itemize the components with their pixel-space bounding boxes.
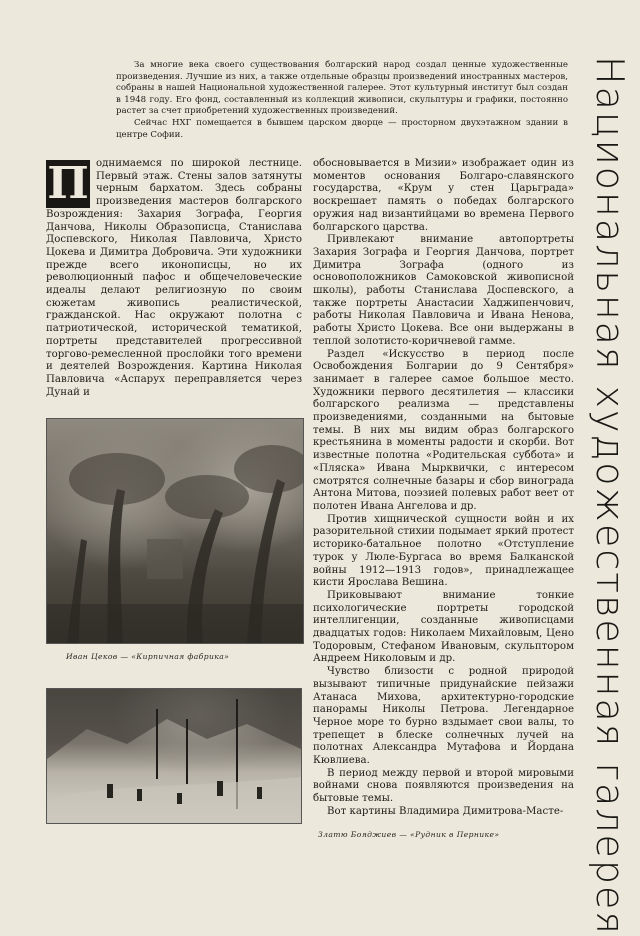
article-paragraph: однимаемся по широкой лестнице. Первый этаж. Стены залов затянуты черным бархатом. Здесь собраны произведения мастеров болгарского Возрождения: Захария Зографа, Георгия Данчова, Николы Образописца, Станислава Доспевского, Николая Павловича, Христо Цокева и Димитра Добровича. Эти художники прежде всего иконописцы, но их революционный пафос и общечеловеческие идеалы делают религиозную по своим сюжетам живопись реалистической, гражданской. Нас окружают полотна с патриотической, исторической тематикой, портреты представителей прогрессивной торгово-ремесленной прослойки того времени и деятелей Возрождения. Картина Николая Павловича «Аспарух переправляется через Дунай и (46, 158, 302, 398)
left-column (46, 158, 302, 399)
intro-paragraph: Сейчас НХГ помещается в бывшем царском дворце — просторном двухэтажном здании в центре Софии. (116, 117, 568, 140)
intro-paragraph: За многие века своего существования болгарский народ создал ценные художественные произведения. Лучшие из них, а также отдельные образцы произведений иностранных мастеров, собраны в нашей Национальной художественной галерее. Этот культурный институт был создан в 1948 году. Его фонд, составленный из коллекций живописи, скульптуры и графики, постоянно растет за счет приобретений художественных произведений. (116, 60, 568, 117)
right-column (313, 158, 574, 819)
page-title: Национальная художественная галерея (588, 56, 632, 936)
caption-painting-1: Иван Цеков — «Кирпичная фабрика» (66, 652, 230, 661)
article-paragraph: обосновывается в Мизии» изображает один из моментов основания Болгаро-славянского государства, «Крум у стен Царьграда» воскрешает память о победах болгарского оружия над византийцами во времена Первого болгарского царства. (313, 158, 574, 233)
drop-cap: П (47, 158, 89, 209)
painting-brick-factory (46, 418, 304, 644)
painting-mine-in-pernik (46, 688, 302, 824)
article-paragraph: Вот картины Владимира Димитрова-Масте- (327, 805, 564, 817)
article-paragraph: Привлекают внимание автопортреты Захария Зографа и Георгия Данчова, портрет Димитра Зографа (одного из основоположников Самоковской живописной школы), работы Станислава Доспевского, а также портреты Анастасии Хаджипенчович, работы Николая Павловича и Ивана Ненова, работы Христо Цокева. Все они выдержаны в теплой золотисто-коричневой гамме. (313, 234, 574, 347)
intro-text (116, 60, 568, 141)
article-paragraph: Против хищнической сущности войн и их разорительной стихии подымает яркий протест историко-батальное полотно «Отступление турок у Люле-Бургаса во время Балканской войны 1912—1913 годов», принадлежащее кисти Ярослава Вешина. (313, 513, 574, 589)
caption-painting-2: Златю Бояджиев — «Рудник в Пернике» (318, 830, 500, 839)
article-paragraph: Чувство близости с родной природой вызывают типичные придунайские пейзажи Атанаса Михова, архитектурно-городские панорамы Николы Петрова. Легендарное Черное море то бурно вздымает свои валы, то трепещет в блеске солнечных лучей на полотнах Александра Мутафова и Йордана Кювлиева. (313, 666, 574, 767)
article-paragraph: Раздел «Искусство в период после Освобождения Болгарии до 9 Сентября» занимает в галерее самое большое место. Художники первого десятилетия — классики болгарского реализма — представлены произведениями, созданными на бытовые темы. В них мы видим образ болгарского крестьянина в моменты радости и скорби. Вот известные полотна «Родительская суббота» и «Пляска» Ивана Мырквички, с интересом смотрятся солнечные базары и сбор винограда Антона Митова, поэзией полевых работ веет от полотен Ивана Ангелова и др. (313, 348, 574, 512)
article-paragraph: В период между первой и второй мировыми войнами снова появляются произведения на бытовые темы. (313, 767, 574, 805)
article-paragraph: Приковывают внимание тонкие психологические портреты городской интеллигенции, созданные живописцами двадцатых годов: Николаем Михайловым, Цено Тодоровым, Стефаном Ивановым, скульптором Андреем Николовым и др. (313, 589, 574, 665)
